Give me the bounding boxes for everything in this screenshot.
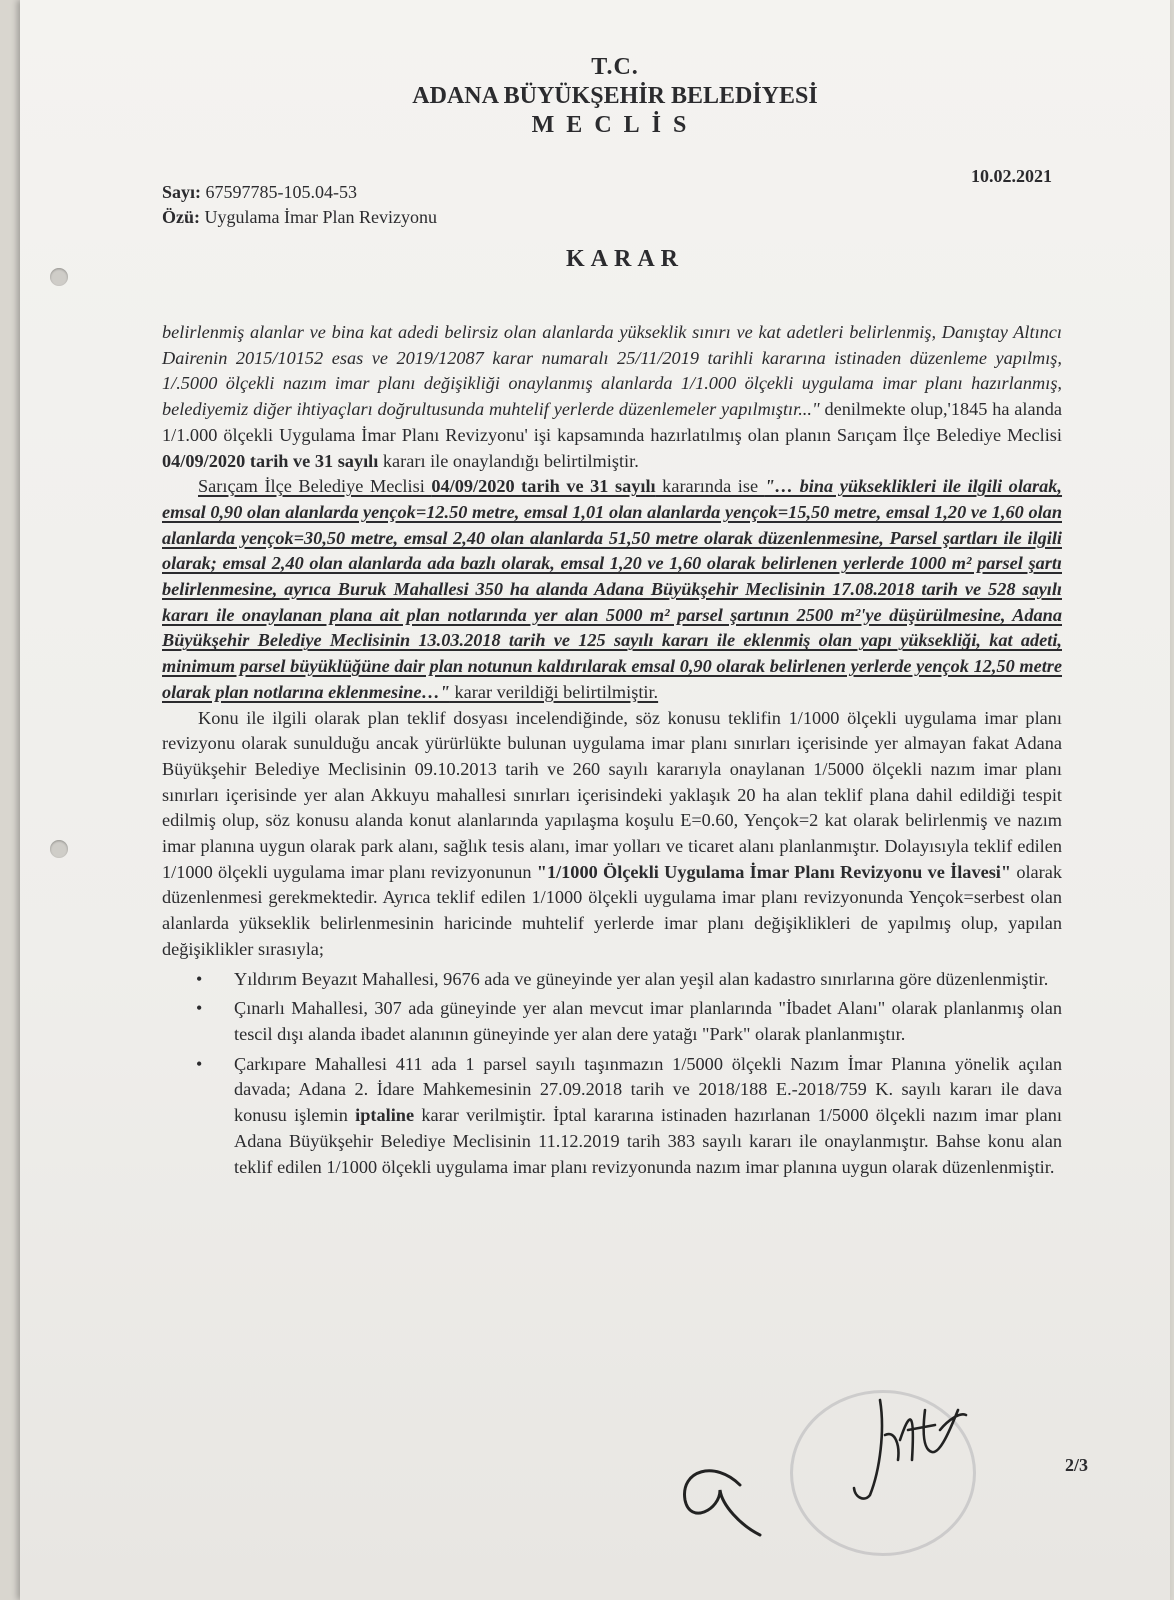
text-run: Çarkıpare Mahallesi 411 ada 1 parsel sayılı taşınmazın 1/5000 ölçekli Nazım İmar Planına yönelik açılan davada; Adana 2. İdare Mahkemesinin 27.09.2018 tarih ve 2018/188 E.-2018/759 K. sayılı kararı ile dava konusu işlemin — [234, 1053, 1062, 1126]
page-number: 2/3 — [1064, 1455, 1088, 1475]
text-run: Konu ile ilgili olarak plan teklif dosyası incelendiğinde, söz konusu teklifin 1/1000 ölçekli uygulama imar planı revizyonu olarak sunulduğu ancak yürürlükte bulunan uygulama imar planı sınırları içerisinde yer almayan fakat Adana Büyükşehir Belediye Meclisinin 09.10.2013 tarih ve 260 sayılı kararıyla onaylanan 1/5000 ölçekli nazım imar planı sınırları içerisinde yer alan Akkuyu mahallesi sınırları içerisindeki yaklaşık 20 ha alan teklif plana dahil edildiği tespit edilmiş olup, söz konusu alanda konut alanlarında yapılaşma koşulu E=0.60, Yençok=2 kat olarak belirlenmiş ve nazım imar planına uygun olarak park alanı, sağlık tesis alanı, imar yolları ve ticaret alanı planlanmıştır. Dolayısıyla teklif edilen 1/1000 ölçekli uygulama imar planı revizyonunun — [162, 707, 1062, 882]
text-run: kararı ile onaylandığı belirtilmiştir. — [378, 450, 639, 471]
bold-run: iptaline — [355, 1105, 415, 1126]
paragraph-2 — [162, 474, 1062, 705]
text-run: kararında ise — [655, 476, 765, 497]
text-run: karar verildiği belirtilmiştir. — [449, 681, 659, 702]
text-run: Sarıçam İlçe Belediye Meclisi — [198, 476, 432, 497]
header-line-2: ADANA BÜYÜKŞEHİR BELEDİYESİ — [412, 83, 818, 109]
text-run: olarak düzenlenmesi gerekmektedir. Ayrıca teklif edilen 1/1000 ölçekli uygulama imar planı revizyonunda Yençok=serbest olan alanlarda yükseklik belirlenmesinin haricinde muhtelif yerlerde imar planı değişiklikleri de yapılmış olup, yapılan değişiklikler sırasıyla; — [162, 861, 1062, 959]
ozu-label: Özü: — [162, 207, 200, 227]
ozu-value: Uygulama İmar Plan Revizyonu — [204, 207, 437, 227]
quote-italic: belirlenmiş alanlar ve bina kat adedi belirsiz olan alanlarda yükseklik sınırı ve kat adetleri belirlenmiş, Danıştay Altıncı Dairenin 2015/10152 esas ve 2019/12087 karar numaralı 25/11/2019 tarihli kararına istinaden düzenleme yapılmış, 1/.5000 ölçekli nazım imar planı değişikliği onaylanmış alanlarda 1/1.000 ölçekli uygulama imar planı hazırlanmış, belediyemiz diğer ihtiyaçları doğrultusunda muhtelif yerlerde düzenlemeler yapılmıştır..." — [162, 322, 1062, 420]
document-page — [20, 0, 1170, 1600]
bold-run: 04/09/2020 tarih ve 31 sayılı — [431, 476, 656, 497]
document-meta — [162, 180, 437, 230]
paragraph-1 — [162, 320, 1062, 474]
header-line-1: T.C. — [591, 54, 639, 80]
bold-run: 04/09/2020 tarih ve 31 sayılı — [162, 450, 379, 471]
document-title: KARAR — [566, 246, 684, 272]
sayi-value: 67597785-105.04-53 — [205, 182, 358, 202]
document-date: 10.02.2021 — [971, 166, 1052, 186]
signature-icon — [660, 1430, 770, 1540]
quote-bold-italic: "… bina yükseklikleri ile ilgili olarak, emsal 0,90 olan alanlarda yençok=12.50 metre, emsal 1,01 olan alanlarda yençok=15,50 metre, emsal 1,20 ve 1,60 olan alanlarda yençok=30,50 metre, emsal 2,40 olan alanlarda 51,50 metre olarak düzenlenmesine, Parsel şartları ile ilgili olarak; emsal 2,40 olan alanlarda ada bazlı olarak, emsal 1,20 ve 1,60 olarak belirlenen yerlerde 1000 m² parsel şartı belirlenmesine, ayrıca Buruk Mahallesi 350 ha alanda Adana Büyükşehir Meclisinin 17.08.2018 tarih ve 528 sayılı kararı ile onaylanan plana ait plan notlarında yer alan 5000 m² parsel şartının 2500 m²'ye düşürülmesine, Adana Büyükşehir Belediye Meclisinin 13.03.2018 tarih ve 125 sayılı kararı ile eklenmiş olan yapı yüksekliği, kat adeti, minimum parsel büyüklüğüne dair plan notunun kaldırılarak emsal 0,90 olarak belirlenen yerlerde yençok 12,50 metre olarak plan notlarına eklenmesine…" — [162, 476, 1063, 702]
text-run: denilmekte olup,'1845 ha alanda 1/1.000 ölçekli Uygulama İmar Planı Revizyonu' işi kapsamında hazırlatılmış olan planın Sarıçam İlçe Belediye Meclisi — [162, 399, 1063, 445]
signature-icon — [840, 1390, 970, 1510]
letterhead — [20, 54, 1170, 139]
changes-list — [162, 967, 1062, 1181]
list-item: • Yıldırım Beyazıt Mahallesi, 9676 ada ve güneyinde yer alan yeşil alan kadastro sınırlarına göre düzenlenmiştir. — [234, 967, 1062, 993]
sayi-label: Sayı: — [162, 182, 202, 202]
document-body — [162, 320, 1062, 1184]
header-line-3: MECLİS — [531, 112, 699, 138]
list-item: • Çınarlı Mahallesi, 307 ada güneyinde yer alan mevcut imar planlarında "İbadet Alanı" olarak planlanmış olan tescil dışı alanda ibadet alanının güneyinde yer alan dere yatağı "Park" olarak planlanmıştır. — [234, 996, 1062, 1047]
text-run: karar verilmiştir. İptal kararına istinaden hazırlanan 1/5000 ölçekli nazım imar planı Adana Büyükşehir Belediye Meclisinin 11.12.2019 tarih 383 sayılı kararı ile onaylanmıştır. Bahse konu alan teklif edilen 1/1000 ölçekli uygulama imar planı revizyonunda nazım imar planına uygun olarak düzenlenmiştir. — [234, 1105, 1062, 1177]
list-item — [234, 1052, 1062, 1181]
punch-hole — [50, 840, 68, 858]
paragraph-3 — [162, 706, 1062, 963]
bold-run: "1/1000 Ölçekli Uygulama İmar Planı Revizyonu ve İlavesi" — [536, 861, 1012, 882]
